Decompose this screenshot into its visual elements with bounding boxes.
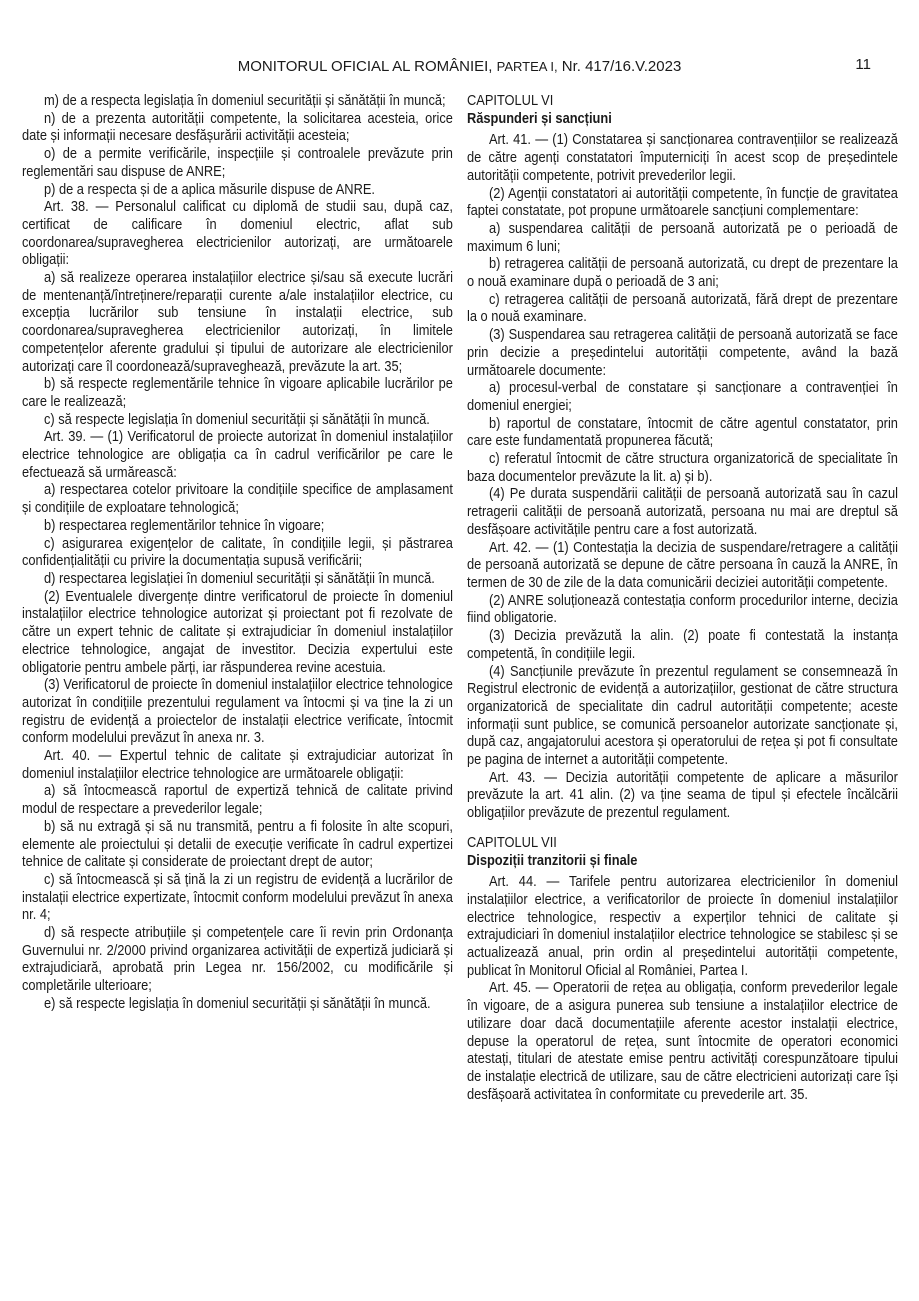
paragraph: c) asigurarea exigențelor de calitate, în condițiile legii, și păstrarea confidențialității cu privire la documentația supusă verificării; <box>22 534 453 570</box>
paragraph: b) retragerea calității de persoană autorizată, cu drept de prezentare la o nouă examinare după o perioadă de 3 ani; <box>467 255 898 291</box>
left-column <box>22 92 453 1013</box>
chapter-label: CAPITOLUL VI <box>467 92 554 109</box>
paragraph: a) procesul-verbal de constatare și sancționare a contravenției în domeniul energiei; <box>467 379 898 414</box>
publication-title: MONITORUL OFICIAL AL ROMÂNIEI, <box>237 58 493 75</box>
paragraph: d) să respecte atribuțiile și competențele care îi revin prin Ordonanța Guvernului nr. 2/2000 privind organizarea activității de expertiză judiciară și extrajudiciară, aprobată prin Legea nr. 156/2002, cu modificările și completările ulterioare; <box>22 924 453 995</box>
paragraph: a) să realizeze operarea instalațiilor electrice și/sau să execute lucrări de mentenanță/întreținere/reparații curente a/ale instalațiilor electrice, cu excepția lucrărilor sub tensiune în instalații electrice, sub coordonarea/supravegherea electricienilor autorizați, în limitele competențelor aferente gradului și tipului de autorizare ale electricienilor autorizați care îl coordonează/supraveghează, prevăzute la art. 35; <box>22 269 453 375</box>
paragraph: b) să respecte reglementările tehnice în vigoare aplicabile lucrărilor pe care le realizează; <box>22 375 453 410</box>
paragraph: c) să întocmească și să țină la zi un registru de evidență a lucrărilor de instalații electrice expertizate, întocmit conform modelului prevăzut în anexa nr. 4; <box>22 870 453 924</box>
paragraph: c) să respecte legislația în domeniul securității și sănătății în muncă. <box>43 410 430 428</box>
paragraph: p) de a respecta și de a aplica măsurile dispuse de ANRE. <box>43 180 375 198</box>
issue-number: Nr. 417/16.V.2023 <box>561 58 682 75</box>
paragraph: (3) Suspendarea sau retragerea calității de persoană autorizată se face prin decizie a președintelui autorității competente, având la bază următoarele documente: <box>467 326 898 379</box>
paragraph: (4) Pe durata suspendării calității de persoană autorizată sau în cazul retragerii calității de persoană autorizată, persoana nu mai are dreptul să desfășoare activitățile pentru care a fost autorizată. <box>467 485 898 538</box>
paragraph: (3) Verificatorul de proiecte în domeniul instalațiilor electrice tehnologice autorizat în condițiile prezentului regulament va întocmi și va ține la zi un registru de evidență a proiectelor de instalații electrice verificate, întocmit conform modelului prevăzut în anexa nr. 3. <box>22 676 453 747</box>
paragraph: n) de a prezenta autorității competente, la solicitarea acesteia, orice date și informații necesare desfășurării activității acesteia; <box>22 109 453 145</box>
paragraph: Art. 40. — Expertul tehnic de calitate și extrajudiciar autorizat în domeniul instalațiilor electrice tehnologice are următoarele obligații: <box>22 747 453 782</box>
paragraph: o) de a permite verificările, inspecțiile și controalele prevăzute prin reglementări sau dispuse de ANRE; <box>22 145 453 180</box>
page-header <box>0 58 919 75</box>
paragraph: (2) Agenții constatatori ai autorității competente, în funcție de gravitatea faptei constatate, pot propune următoarele sancțiuni complementare: <box>467 184 898 220</box>
chapter-label: CAPITOLUL VII <box>467 833 557 851</box>
paragraph: Art. 39. — (1) Verificatorul de proiecte autorizat în domeniul instalațiilor electrice tehnologice are obligația ca în cadrul verificărilor pe care le efectuează să urmărească: <box>22 428 453 481</box>
paragraph: a) respectarea cotelor privitoare la condițiile specifice de amplasament și condițiile de exploatare tehnologică; <box>22 481 453 517</box>
paragraph: Art. 38. — Personalul calificat cu diplomă de studii sau, după caz, certificat de calificare în domeniul electric, aflat sub coordonarea/supravegherea electricienilor autorizați, are următoarele obligații: <box>22 198 453 269</box>
paragraph: a) să întocmească raportul de expertiză tehnică de calitate privind modul de respectare a prevederilor legale; <box>22 782 453 818</box>
right-column <box>467 92 898 1103</box>
paragraph: b) respectarea reglementărilor tehnice în vigoare; <box>43 516 325 534</box>
paragraph: (4) Sancțiunile prevăzute în prezentul regulament se consemnează în Registrul electronic de evidență a autorizațiilor, gestionat de către structura organizatorică de specialitate din cadrul autorității competente; aceste informații sunt publice, se comunică persoanelor autorizate sancționate și, după caz, angajatorului acestora și operatorului de rețea și pot fi consultate pe pagina de internet a autorității competente. <box>467 662 898 769</box>
paragraph: Art. 42. — (1) Contestația la decizia de suspendare/retragere a calității de persoană autorizată se depune de către persoana în cauză la ANRE, în termen de 30 de zile de la data comunicării deciziei autorității competente. <box>467 538 898 591</box>
paragraph: m) de a respecta legislația în domeniul securității și sănătății în muncă; <box>43 92 446 109</box>
paragraph: d) respectarea legislației în domeniul securității și sănătății în muncă. <box>43 569 435 587</box>
paragraph: Art. 44. — Tarifele pentru autorizarea electricienilor în domeniul instalațiilor electrice, a verificatorilor de proiecte în domeniul instalațiilor electrice tehnologice, respectiv a experților tehnici de calitate și extrajudiciari în domeniul instalațiilor electrice tehnologice se stabilesc și se actualizează anual, prin ordin al președintelui autorității competente, publicat în Monitorul Oficial al României, Partea I. <box>467 873 898 979</box>
paragraph: (2) Eventualele divergențe dintre verificatorul de proiecte în domeniul instalațiilor electrice tehnologice autorizat și proiectant pot fi rezolvate de către un expert tehnic de calitate și extrajudiciar în domeniul instalațiilor electrice tehnologice, angajat de investitor. Decizia expertului este obligatorie pentru ambele părți, iar răspunderea revine acestuia. <box>22 587 453 676</box>
paragraph: e) să respecte legislația în domeniul securității și sănătății în muncă. <box>43 994 431 1012</box>
paragraph: c) retragerea calității de persoană autorizată, fără drept de prezentare la o nouă examinare. <box>467 290 898 326</box>
paragraph: (3) Decizia prevăzută la alin. (2) poate fi contestată la instanța competentă, în condițiile legii. <box>467 627 898 662</box>
paragraph: c) referatul întocmit de către structura organizatorică de specialitate în baza documentelor prevăzute la lit. a) și b). <box>467 450 898 485</box>
paragraph: Art. 45. — Operatorii de rețea au obligația, conform prevederilor legale în vigoare, de a asigura punerea sub tensiune a instalațiilor electrice de utilizare doar dacă documentațiile aferente acestor instalații electrice, depuse la operatorul de rețea, sunt întocmite de operatori economici atestați, titulari de atestate emise pentru activități corespunzătoare tipului de instalație electrică de utilizare, sau de către electricieni autorizați care își desfășoară activitatea în conformitate cu prevederile art. 35. <box>467 979 898 1103</box>
paragraph: b) raportul de constatare, întocmit de către agentul constatator, prin care este fundamentată propunerea făcută; <box>467 414 898 450</box>
page-number: 11 <box>855 56 871 73</box>
chapter-title: Dispoziții tranzitorii și finale <box>467 851 638 869</box>
paragraph: a) suspendarea calității de persoană autorizată pe o perioadă de maximum 6 luni; <box>467 219 898 255</box>
paragraph: b) să nu extragă și să nu transmită, pentru a fi folosite în alte scopuri, elemente ale proiectului și detalii de execuție verificate în cadrul expertizei tehnice de calitate și considerate de proiectant drept de autor; <box>22 817 453 871</box>
paragraph: (2) ANRE soluționează contestația conform procedurilor interne, decizia fiind obligatorie. <box>467 591 898 627</box>
paragraph: Art. 41. — (1) Constatarea și sancționarea contravențiilor se realizează de către agenți constatatori împuterniciți în acest scop de președintele autorității competente, potrivit prevederilor legii. <box>467 131 898 184</box>
publication-part: PARTEA I, <box>496 59 558 74</box>
paragraph: Art. 43. — Decizia autorității competente de aplicare a măsurilor prevăzute la art. 41 alin. (2) va ține seama de tipul și efectele încălcării obligațiilor prevăzute de prezentul regulament. <box>467 768 898 822</box>
chapter-title: Răspunderi și sancțiuni <box>467 109 612 127</box>
